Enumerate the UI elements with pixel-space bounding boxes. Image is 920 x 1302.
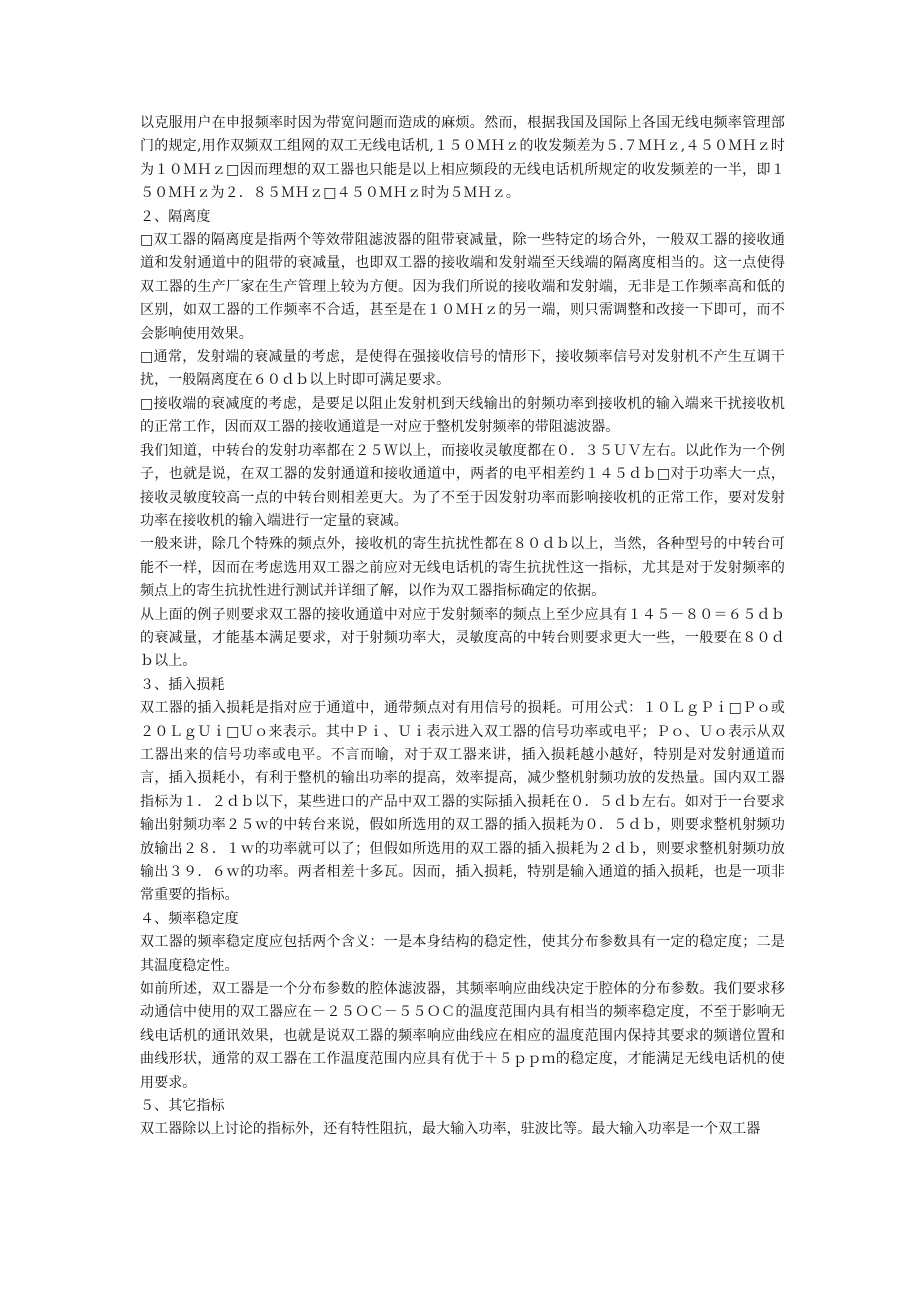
paragraph-transmit-attenuation: □通常，发射端的衰减量的考虑，是使得在强接收信号的情形下，接收频率信号对发射机不产生互调干扰，一般隔离度在６０ｄｂ以上时即可满足要求。 <box>140 349 785 389</box>
section-heading-isolation: ２、隔离度 <box>140 208 211 225</box>
paragraph-stability-meaning: 双工器的频率稳定度应包括两个含义：一是本身结构的稳定性，使其分布参数具有一定的稳定度；二是其温度稳定性。 <box>140 934 785 974</box>
section-heading-other-specs: ５、其它指标 <box>140 1098 225 1115</box>
paragraph-insertion-loss: 双工器的插入损耗是指对应于通道中，通带频点对有用信号的损耗。可用公式：１０ＬｇＰｉ□Ｐｏ或２０ＬｇＵｉ□Ｕｏ来表示。其中Ｐｉ、Ｕｉ表示进入双工器的信号功率或电平；Ｐｏ、Ｕｏ表示从双工器出来的信号功率或电平。不言而喻，对于双工器来讲，插入损耗越小越好，特别是对发射通道而言，插入损耗小，有利于整机的输出功率的提高，效率提高，减少整机射频功放的发热量。国内双工器指标为１．２ｄｂ以下，某些进口的产品中双工器的实际插入损耗在０．５ｄｂ左右。如对于一台要求输出射频功率２５ｗ的中转台来说，假如所选用的双工器的插入损耗为０．５ｄｂ，则要求整机射频功放输出２８．１ｗ的功率就可以了；但假如所选用的双工器的插入损耗为２ｄｂ，则要求整机射频功放输出３９．６ｗ的功率。两者相差十多瓦。因而，插入损耗，特别是输入通道的插入损耗，也是一项非常重要的指标。 <box>140 700 785 904</box>
section-heading-frequency-stability: ４、频率稳定度 <box>140 910 239 927</box>
paragraph-intro: 以克服用户在申报频率时因为带宽问题而造成的麻烦。然而，根据我国及国际上各国无线电频率管理部门的规定,用作双频双工组网的双工无线电话机,１５０ＭＨｚ的收发频差为５.７ＭＨｚ,４５０ＭＨｚ时为１０ＭＨｚ□因而理想的双工器也只能是以上相应频段的无线电话机所规定的收发频差的一半，即１５０ＭＨｚ为２．８５ＭＨｚ□４５０ＭＨｚ时为５ＭＨｚ。 <box>140 115 785 202</box>
paragraph-other-specs: 双工器除以上讨论的指标外，还有特性阻抗，最大输入功率，驻波比等。最大输入功率是一个双工器 <box>140 1121 761 1138</box>
paragraph-receive-attenuation: □接收端的衰减度的考虑，是要足以阻止发射机到天线输出的射频功率到接收机的输入端来干扰接收机的正常工作，因而双工器的接收通道是一对应于整机发射频率的带阻滤波器。 <box>140 395 785 436</box>
paragraph-temperature-stability: 如前所述，双工器是一个分布参数的腔体滤波器，其频率响应曲线决定于腔体的分布参数。我们要求移动通信中使用的双工器应在－２５ＯＣ－５５ＯＣ的温度范围内具有相当的频率稳定度，不至于影响无线电话机的通讯效果，也就是说双工器的频率响应曲线应在相应的温度范围内保持其要求的频谱位置和曲线形状，通常的双工器在工作温度范围内应具有优于＋５ｐｐｍ的稳定度，才能满足无线电话机的使用要求。 <box>140 981 785 1091</box>
paragraph-power-example: 我们知道，中转台的发射功率都在２５Ｗ以上，而接收灵敏度都在０．３５ＵＶ左右。以此作为一个例子，也就是说，在双工器的发射通道和接收通道中，两者的电平相差约１４５ｄｂ□对于功率大一点，接收灵敏度较高一点的中转台则相差更大。为了不至于因发射功率而影响接收机的正常工作，要对发射功率在接收机的输入端进行一定量的衰减。 <box>140 442 785 529</box>
paragraph-required-attenuation: 从上面的例子则要求双工器的接收通道中对应于发射频率的频点上至少应具有１４５－８０＝６５ｄｂ的衰减量，才能基本满足要求，对于射频功率大，灵敏度高的中转台则要求更大一些，一般要在８０ｄｂ以上。 <box>140 606 785 670</box>
paragraph-spurious-immunity: 一般来讲，除几个特殊的频点外，接收机的寄生抗扰性都在８０ｄｂ以上，当然，各种型号的中转台可能不一样，因而在考虑选用双工器之前应对无线电话机的寄生抗扰性这一指标，尤其是对于发射频率的频点上的寄生抗扰性进行测试并详细了解，以作为双工器指标确定的依据。 <box>140 536 785 600</box>
paragraph-isolation-definition: □双工器的隔离度是指两个等效带阻滤波器的阻带衰减量，除一些特定的场合外，一般双工器的接收通道和发射通道中的阻带的衰减量，也即双工器的接收端和发射端至天线端的隔离度相当的。这一点使得双工器的生产厂家在生产管理上较为方便。因为我们所说的接收端和发射端，无非是工作频率高和低的区别，如双工器的工作频率不合适，甚至是在１０ＭＨｚ的另一端，则只需调整和改接一下即可，而不会影响使用效果。 <box>140 232 785 342</box>
section-heading-insertion-loss: ３、插入损耗 <box>140 676 225 693</box>
document-body <box>140 112 785 1142</box>
